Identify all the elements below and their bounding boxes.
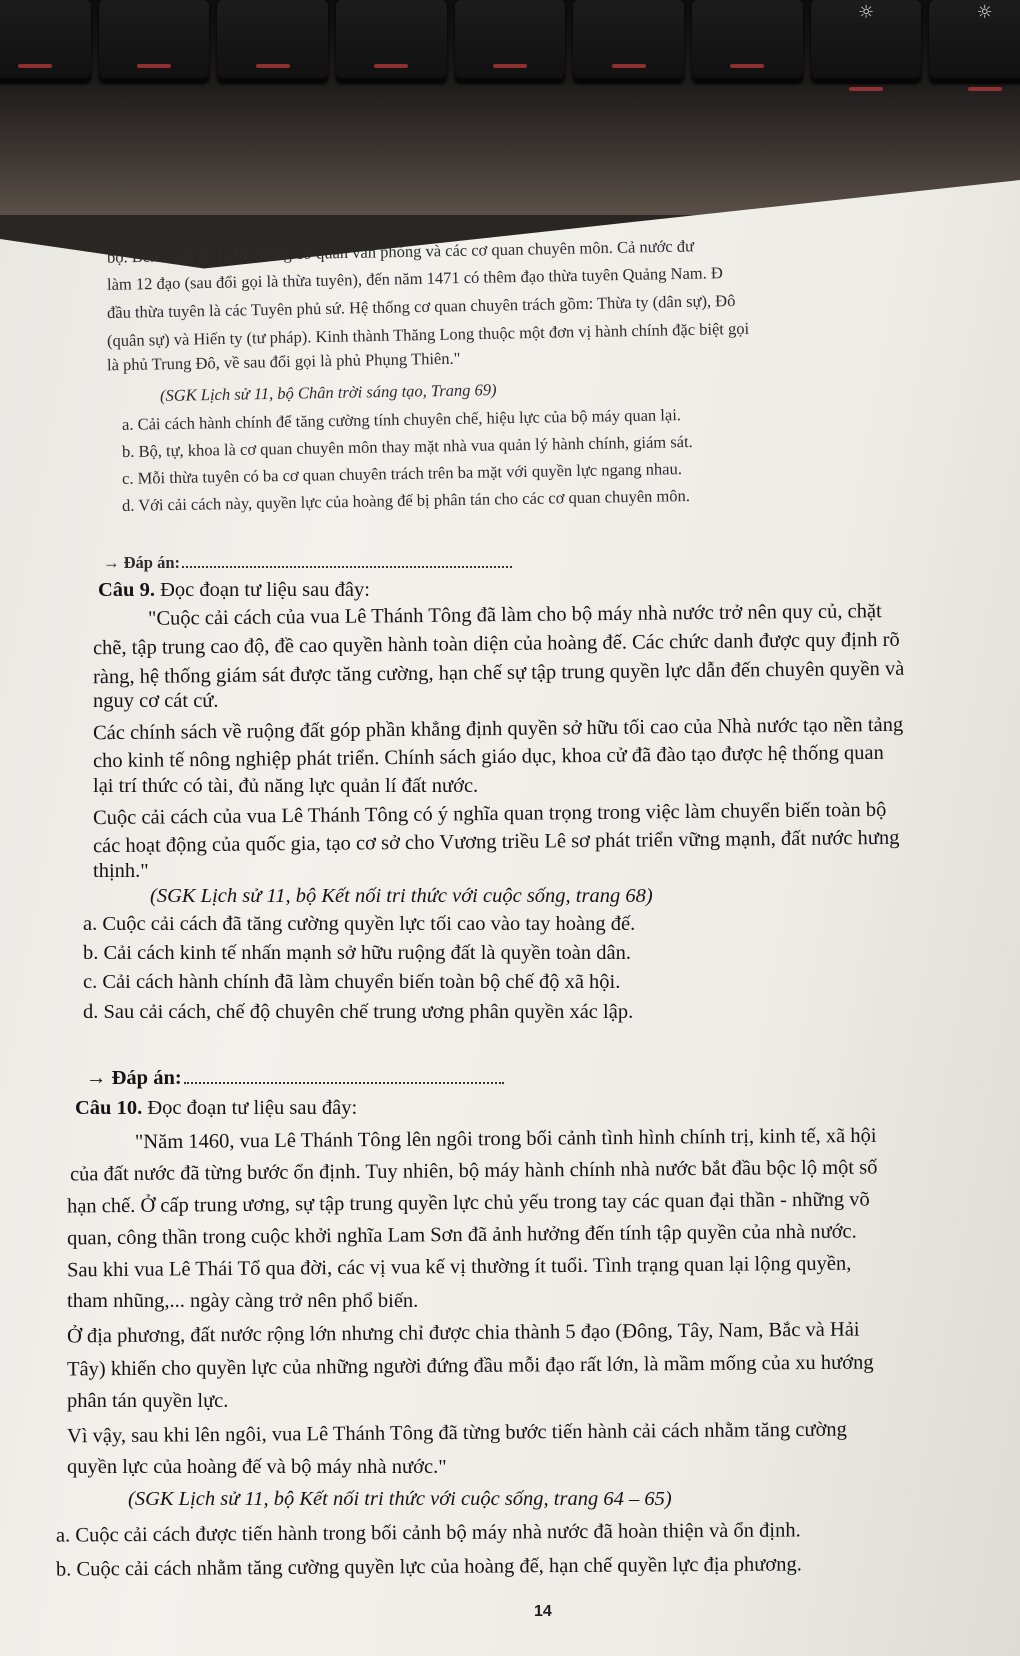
top-para-line: bộ. Bên cạnh đó là hệ thống cơ quan văn phòng và các cơ quan chuyên môn. Cả nước đư bbox=[106, 236, 695, 267]
page-number: 14 bbox=[534, 1603, 552, 1620]
q10-text-line: tham nhũng,... ngày càng trở nên phổ biến. bbox=[67, 1290, 419, 1312]
q10-option-b: b. Cuộc cải cách nhằm tăng cường quyền lực của hoàng đế, hạn chế quyền lực địa phương. bbox=[55, 1553, 802, 1581]
top-para-line: (quân sự) và Hiến ty (tư pháp). Kinh thành Thăng Long thuộc một đơn vị hành chính đặc biệt gọi bbox=[106, 318, 750, 351]
top-para-line: đầu thừa tuyên là các Tuyên phủ sứ. Hệ thống cơ quan chuyên trách gồm: Thừa ty (dân sự), Đô bbox=[106, 290, 736, 323]
q9-text-line: "Cuộc cải cách của vua Lê Thánh Tông đã làm cho bộ máy nhà nước trở nên quy củ, chặt bbox=[147, 600, 882, 630]
q10-text-line: Ở địa phương, đất nước rộng lớn nhưng chỉ được chia thành 5 đạo (Đông, Tây, Nam, Bắc và Hải bbox=[66, 1318, 860, 1348]
q10-source: (SGK Lịch sử 11, bộ Kết nối tri thức với cuộc sống, trang 64 – 65) bbox=[128, 1488, 672, 1510]
q8-option-c: c. Mỗi thừa tuyên có ba cơ quan chuyên trách trên ba mặt với quyền lực ngang nhau. bbox=[121, 459, 683, 488]
q9-option-a: a. Cuộc cải cách đã tăng cường quyền lực tối cao vào tay hoàng đế. bbox=[83, 913, 636, 935]
q10-text-line: "Năm 1460, vua Lê Thánh Tông lên ngôi trong bối cảnh tình hình chính trị, kinh tế, xã hội bbox=[134, 1124, 877, 1154]
q10-heading: Câu 10. Đọc đoạn tư liệu sau đây: bbox=[75, 1097, 358, 1119]
sun-icon: ☼ bbox=[976, 2, 993, 23]
q9-text-line: Cuộc cải cách của vua Lê Thánh Tông có ý nghĩa quan trọng trong việc làm chuyển biến toàn bộ bbox=[92, 798, 887, 830]
q10-text-line: quyền lực của hoàng đế và bộ máy nhà nước." bbox=[67, 1456, 447, 1478]
q10-text-line: phân tán quyền lực. bbox=[67, 1390, 229, 1412]
q8-source: (SGK Lịch sử 11, bộ Chân trời sáng tạo, Trang 69) bbox=[159, 380, 497, 405]
top-para-line: làm 12 đạo (sau đổi gọi là thừa tuyên), đến năm 1471 có thêm đạo thừa tuyên Quảng Nam. Đ bbox=[106, 263, 723, 294]
q10-option-a: a. Cuộc cải cách được tiến hành trong bối cảnh bộ máy nhà nước đã hoàn thiện và ổn định. bbox=[55, 1519, 801, 1547]
q9-text-line: thịnh." bbox=[93, 860, 149, 882]
q8-option-d: d. Với cải cách này, quyền lực của hoàng đế bị phân tán cho các cơ quan chuyên môn. bbox=[121, 486, 691, 515]
q10-text-line: Sau khi vua Lê Thái Tổ qua đời, các vị vua kế vị thường ít tuổi. Tình trạng quan lại lộng quyền, bbox=[66, 1252, 852, 1282]
q8-option-b: b. Bộ, tự, khoa là cơ quan chuyên môn thay mặt nhà vua quản lý hành chính, giám sát. bbox=[121, 432, 693, 461]
q9-text-line: chẽ, tập trung cao độ, đề cao quyền hành toàn diện của hoàng đế. Các chức danh được quy định rõ bbox=[92, 628, 900, 660]
top-para-line: là phủ Trung Đô, về sau đổi gọi là phủ Phụng Thiên." bbox=[106, 348, 461, 375]
sun-icon: ☼ bbox=[857, 2, 875, 23]
q9-option-d: d. Sau cải cách, chế độ chuyên chế trung ương phân quyền xác lập. bbox=[83, 1001, 634, 1023]
answer-blank bbox=[182, 552, 512, 568]
q8-answer-label: → Đáp án: bbox=[103, 552, 512, 573]
q9-text-line: ràng, hệ thống giám sát được tăng cường, hạn chế sự tập trung quyền lực dẫn đến chuyên quyền và bbox=[92, 657, 905, 689]
q10-text-line: Tây) khiến cho quyền lực của những người đứng đầu mỗi đạo rất lớn, là mầm mống của xu hướng bbox=[66, 1351, 874, 1381]
q9-text-line: cho kinh tế nông nghiệp phát triển. Chính sách giáo dục, khoa cử đã đào tạo được hệ thống quan bbox=[92, 741, 884, 773]
q9-answer-label: → Đáp án: bbox=[86, 1067, 504, 1090]
q9-text-line: Các chính sách về ruộng đất góp phần khẳng định quyền sở hữu tối cao của Nhà nước tạo nền tảng bbox=[92, 713, 904, 745]
q10-text-line: hạn chế. Ở cấp trung ương, sự tập trung quyền lực chủ yếu trong tay các quan đại thần - những võ bbox=[66, 1188, 870, 1218]
q9-option-b: b. Cải cách kinh tế nhấn mạnh sở hữu ruộng đất là quyền toàn dân. bbox=[83, 942, 631, 964]
q9-source: (SGK Lịch sử 11, bộ Kết nối tri thức với cuộc sống, trang 68) bbox=[150, 885, 653, 907]
q8-option-a: a. Cải cách hành chính để tăng cường tính chuyên chế, hiệu lực của bộ máy quan lại. bbox=[121, 405, 682, 434]
q10-text-line: của đất nước đã từng bước ổn định. Tuy nhiên, bộ máy hành chính nhà nước bắt đầu bộc lộ một số bbox=[69, 1156, 878, 1186]
q9-heading: Câu 9. Đọc đoạn tư liệu sau đây: bbox=[98, 579, 370, 601]
q10-text-line: Vì vậy, sau khi lên ngôi, vua Lê Thánh Tông đã từng bước tiến hành cải cách nhằm tăng cường bbox=[66, 1418, 847, 1448]
q9-text-line: nguy cơ cát cứ. bbox=[93, 690, 219, 712]
q9-text-line: các hoạt động của quốc gia, tạo cơ sở cho Vương triều Lê sơ phát triển vững mạnh, đất nước hưng bbox=[92, 826, 900, 858]
q9-option-c: c. Cải cách hành chính đã làm chuyển biến toàn bộ chế độ xã hội. bbox=[83, 971, 621, 993]
answer-blank bbox=[184, 1068, 504, 1084]
q10-text-line: quan, công thần trong cuộc khởi nghĩa Lam Sơn đã ảnh hưởng đến tính tập quyền của nhà nước. bbox=[66, 1220, 857, 1250]
q9-text-line: lại trí thức có tài, đủ năng lực quản lí đất nước. bbox=[93, 775, 479, 797]
